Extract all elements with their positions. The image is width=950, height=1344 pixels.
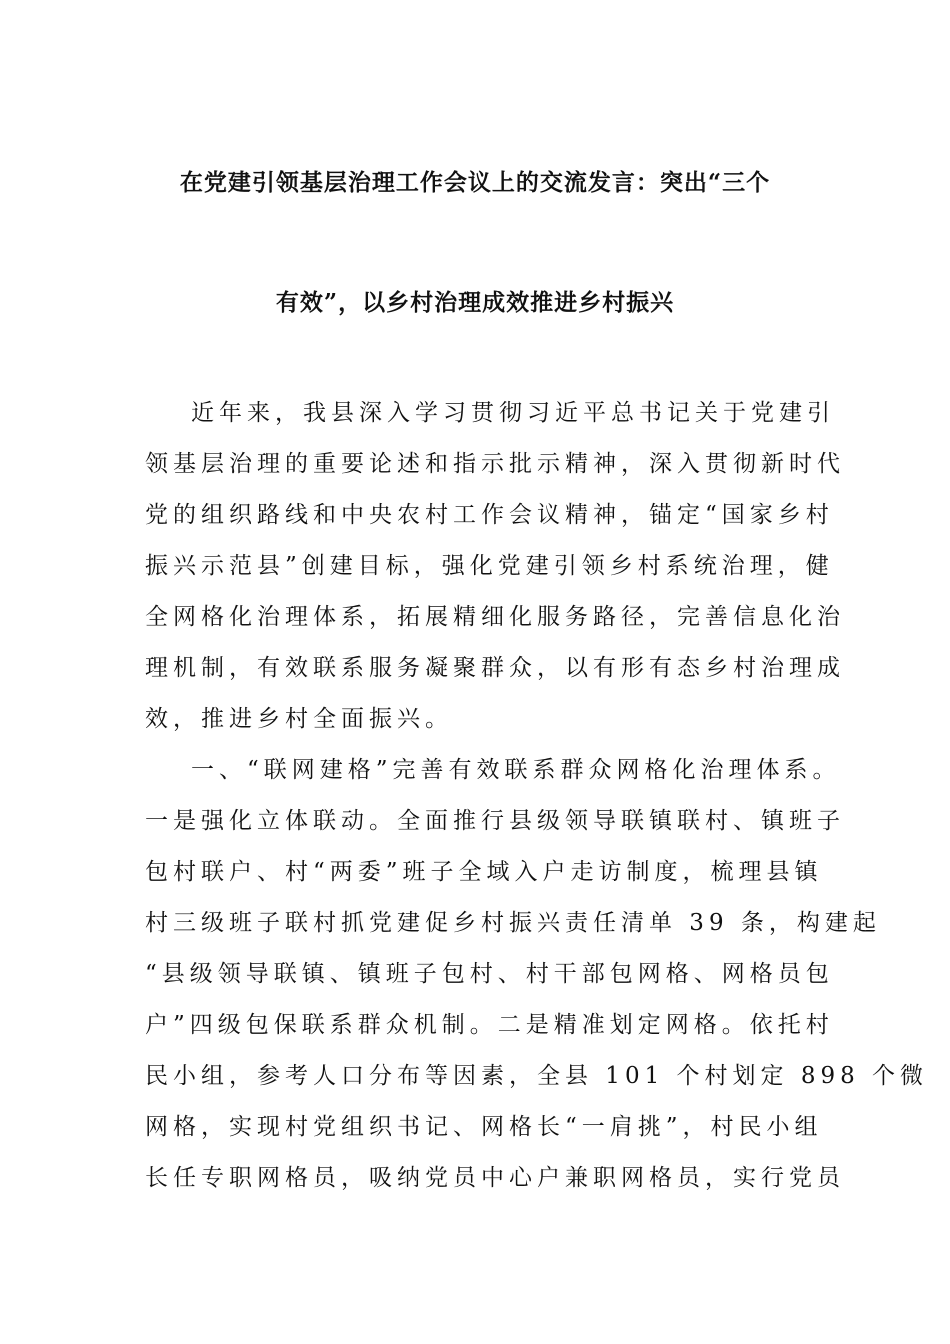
body-line: 民小组，参考人口分布等因素，全县 101 个村划定 898 个微	[145, 1063, 929, 1089]
body-line: 振兴示范县”创建目标，强化党建引领乡村系统治理，健	[145, 553, 834, 579]
body-line: 效，推进乡村全面振兴。	[145, 706, 453, 732]
body-line: 领基层治理的重要论述和指示批示精神，深入贯彻新时代	[145, 451, 845, 477]
body-line: 党的组织路线和中央农村工作会议精神，锚定“国家乡村	[145, 502, 834, 528]
document-title-line-2: 有效”，以乡村治理成效推进乡村振兴	[275, 289, 675, 316]
body-line: 理机制，有效联系服务凝聚群众，以有形有态乡村治理成	[145, 655, 845, 681]
document-title-line-1: 在党建引领基层治理工作会议上的交流发言：突出“三个	[179, 169, 771, 196]
body-line: 包村联户、村“两委”班子全域入户走访制度，梳理县镇	[145, 859, 823, 885]
body-line: 户”四级包保联系群众机制。二是精准划定网格。依托村	[145, 1012, 834, 1038]
body-line: “县级领导联镇、镇班子包村、村干部包网格、网格员包	[145, 961, 834, 987]
body-line: 近年来，我县深入学习贯彻习近平总书记关于党建引	[191, 400, 835, 426]
body-line: 网格，实现村党组织书记、网格长“一肩挑”，村民小组	[145, 1114, 823, 1140]
body-line: 全网格化治理体系，拓展精细化服务路径，完善信息化治	[145, 604, 845, 630]
body-line: 长任专职网格员，吸纳党员中心户兼职网格员，实行党员	[145, 1165, 845, 1191]
body-line: 一、“联网建格”完善有效联系群众网格化治理体系。	[191, 757, 841, 783]
body-line: 村三级班子联村抓党建促乡村振兴责任清单 39 条，构建起	[145, 910, 881, 936]
body-line: 一是强化立体联动。全面推行县级领导联镇联村、镇班子	[145, 808, 845, 834]
